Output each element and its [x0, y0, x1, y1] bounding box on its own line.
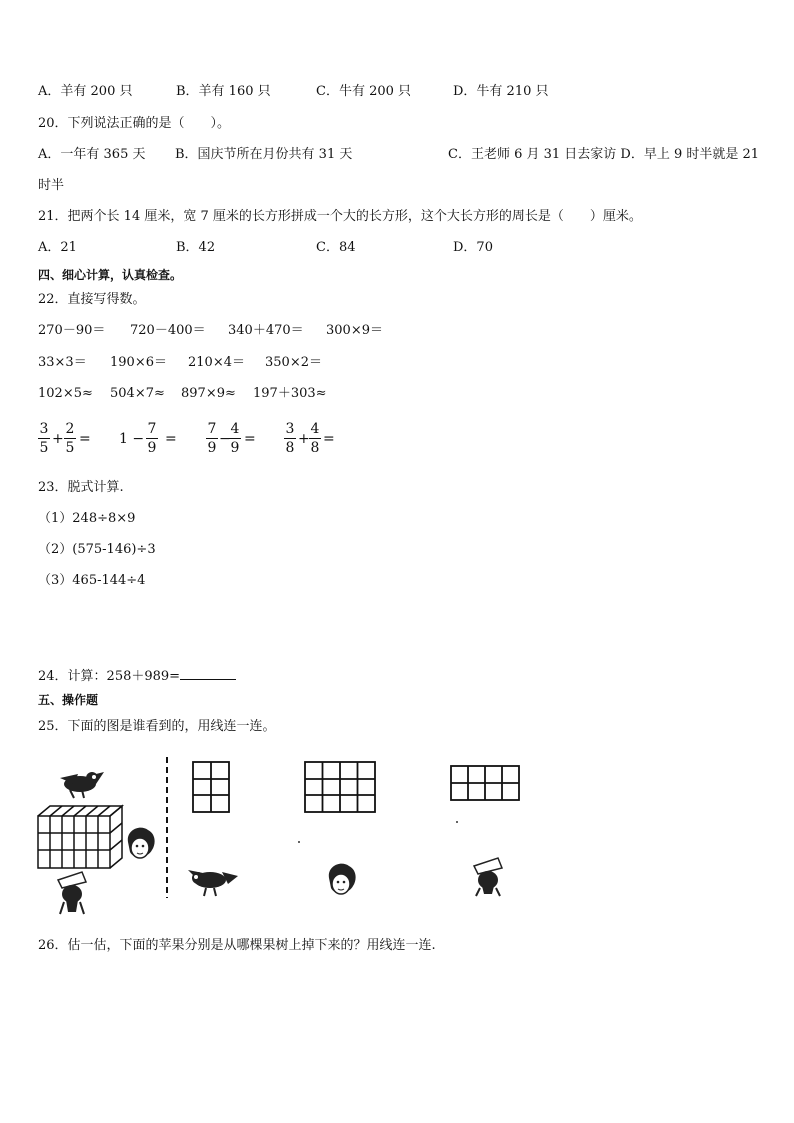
q26-stem: 26．估一估，下面的苹果分别是从哪棵果树上掉下来的？用线连一连. — [38, 938, 436, 953]
fraction: 3 8 — [285, 421, 295, 456]
boy-icon — [329, 864, 356, 894]
q19-option-a: A．羊有 200 只 — [38, 84, 133, 99]
equals-sign: = — [244, 431, 256, 447]
calc-item: 270－90＝ — [38, 323, 106, 338]
fraction: 2 5 — [65, 421, 75, 456]
q21-option-c: C．84 — [316, 240, 356, 255]
section-4-heading: 四、细心计算，认真检查。 — [38, 268, 183, 282]
view-grid-1 — [193, 762, 229, 812]
q19-option-d: D．牛有 210 只 — [453, 84, 549, 99]
calc-item: 720－400＝ — [130, 323, 206, 338]
fraction: 7 9 — [207, 421, 217, 456]
minus-sign: − — [219, 431, 231, 447]
q25-stem: 25．下面的图是谁看到的，用线连一连。 — [38, 719, 276, 734]
q20-option-b: B．国庆节所在月份共有 31 天 — [175, 147, 353, 162]
plus-sign: + — [52, 431, 64, 447]
equals-sign: = — [165, 431, 177, 447]
q20-option-cd: C．王老师 6 月 31 日去家访 D．早上 9 时半就是 21 — [448, 147, 760, 162]
fraction: 4 8 — [310, 421, 320, 456]
view-grid-3 — [451, 766, 519, 800]
fraction: 4 9 — [230, 421, 240, 456]
calc-item: 33×3＝ — [38, 355, 87, 370]
calc-item: 504×7≈ — [110, 386, 165, 401]
equals-sign: = — [323, 431, 335, 447]
equals-sign: = — [79, 431, 91, 447]
q21-option-b: B．42 — [176, 240, 216, 255]
plus-sign: + — [298, 431, 310, 447]
calc-item: 897×9≈ — [181, 386, 236, 401]
calc-item: 210×4＝ — [188, 355, 245, 370]
calc-item: 102×5≈ — [38, 386, 93, 401]
bird-icon — [188, 870, 238, 896]
q19-option-b: B．羊有 160 只 — [176, 84, 271, 99]
calc-item: 190×6＝ — [110, 355, 167, 370]
calc-item: 197＋303≈ — [253, 386, 327, 401]
bird-icon — [60, 772, 104, 798]
cube-stack — [38, 806, 122, 868]
q23-item-1: （1）248÷8×9 — [38, 511, 136, 526]
q23-item-2: （2）(575-146)÷3 — [38, 542, 156, 557]
calc-item: 340＋470＝ — [228, 323, 304, 338]
q20-option-d-continued: 时半 — [38, 178, 65, 193]
q20-option-a: A．一年有 365 天 — [38, 147, 146, 162]
q22-stem: 22．直接写得数。 — [38, 292, 146, 307]
fraction: 7 9 — [147, 421, 157, 456]
q19-option-c: C．牛有 200 只 — [316, 84, 412, 99]
q21-option-a: A．21 — [38, 240, 77, 255]
hat-person-icon — [58, 872, 86, 914]
calc-item: 350×2＝ — [265, 355, 322, 370]
q23-item-3: （3）465-144÷4 — [38, 573, 146, 588]
q21-option-d: D．70 — [453, 240, 493, 255]
q24-stem: 24．计算：258＋989= — [38, 669, 181, 684]
one-minus: 1 − — [119, 431, 145, 447]
view-grid-2 — [305, 762, 375, 812]
q21-stem: 21．把两个长 14 厘米，宽 7 厘米的长方形拼成一个大的长方形，这个大长方形的周长是（ ）厘米。 — [38, 209, 642, 224]
hat-person-icon — [474, 858, 502, 896]
fraction: 3 5 — [39, 421, 49, 456]
q23-stem: 23．脱式计算. — [38, 480, 124, 495]
section-5-heading: 五、操作题 — [38, 693, 99, 707]
calc-item: 300×9＝ — [326, 323, 383, 338]
q20-stem: 20．下列说法正确的是（ ）。 — [38, 116, 231, 131]
boy-icon — [128, 828, 155, 858]
